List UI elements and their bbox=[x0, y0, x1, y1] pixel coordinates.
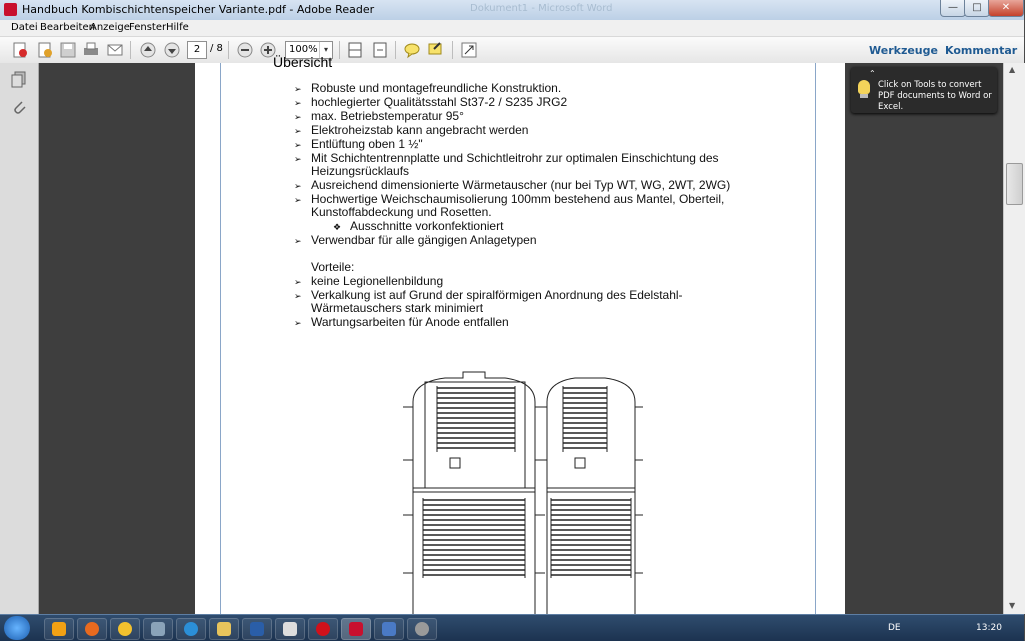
full-screen-icon[interactable] bbox=[459, 40, 479, 60]
page-number-input[interactable]: 2 bbox=[187, 41, 207, 59]
document-line: Mit Schichtentrennplatte und Schichtleitrohr zur optimalen Einschichtung des bbox=[311, 151, 719, 165]
adobe-reader-icon[interactable] bbox=[341, 618, 371, 640]
document-line: Heizungsrücklaufs bbox=[311, 164, 410, 178]
adobe-reader-app-icon bbox=[4, 3, 17, 16]
maximize-button[interactable]: □ bbox=[964, 0, 990, 17]
pdf-page bbox=[195, 54, 845, 614]
bullet-icon: ➢ bbox=[294, 319, 302, 329]
tools-pane-button[interactable]: Werkzeuge bbox=[869, 44, 938, 57]
bullet-icon: ➢ bbox=[294, 292, 302, 302]
scroll-down-icon[interactable]: ▼ bbox=[1009, 601, 1016, 610]
fit-width-icon[interactable] bbox=[370, 40, 390, 60]
comment-icon[interactable] bbox=[402, 40, 422, 60]
bullet-icon: ➢ bbox=[294, 127, 302, 137]
document-line: Vorteile: bbox=[311, 260, 355, 274]
print-icon[interactable] bbox=[81, 40, 101, 60]
bullet-icon: ➢ bbox=[294, 113, 302, 123]
media-player-icon[interactable] bbox=[44, 618, 74, 640]
word-icon[interactable] bbox=[242, 618, 272, 640]
bullet-icon: ➢ bbox=[294, 141, 302, 151]
document-line: Elektroheizstab kann angebracht werden bbox=[311, 123, 529, 137]
document-line: Hochwertige Weichschaumisolierung 100mm bestehend aus Mantel, Oberteil, bbox=[311, 192, 725, 206]
save-icon[interactable] bbox=[58, 40, 78, 60]
bullet-icon: ➢ bbox=[294, 196, 302, 206]
bullet-icon: ➢ bbox=[294, 99, 302, 109]
menu-anzeige[interactable]: Anzeige bbox=[90, 22, 130, 33]
chevron-down-icon[interactable]: ▾ bbox=[319, 42, 332, 58]
scroll-up-icon[interactable]: ▲ bbox=[1009, 65, 1016, 74]
zoom-value: 100% bbox=[289, 44, 318, 55]
create-pdf-icon[interactable] bbox=[10, 40, 30, 60]
document-line: keine Legionellenbildung bbox=[311, 274, 444, 288]
internet-explorer-icon[interactable] bbox=[176, 618, 206, 640]
page-up-icon[interactable] bbox=[138, 40, 158, 60]
window-title: Handbuch Kombischichtenspeicher Variante.pdf - Adobe Reader bbox=[22, 3, 375, 16]
document-viewport[interactable] bbox=[39, 54, 1003, 614]
menu-hilfe[interactable]: Hilfe bbox=[166, 22, 189, 33]
close-button[interactable]: ✕ bbox=[988, 0, 1024, 17]
highlight-icon[interactable] bbox=[425, 40, 445, 60]
bullet-icon: ➢ bbox=[294, 182, 302, 192]
document-line: Kunstoffabdeckung und Rosetten. bbox=[311, 205, 492, 219]
bullet-icon: ➢ bbox=[294, 237, 302, 247]
document-line: Entlüftung oben 1 ½" bbox=[311, 137, 423, 151]
bullet-icon: ➢ bbox=[294, 155, 302, 165]
document-line: Ausreichend dimensionierte Wärmetauscher (nur bei Typ WT, WG, 2WT, 2WG) bbox=[311, 178, 731, 192]
document-line: max. Betriebstemperatur 95° bbox=[311, 109, 464, 123]
document-line: Verwendbar für alle gängigen Anlagetypen bbox=[311, 233, 537, 247]
bullet-icon: ➢ bbox=[294, 85, 302, 95]
page-down-icon[interactable] bbox=[162, 40, 182, 60]
firefox-icon[interactable] bbox=[77, 618, 107, 640]
sub-bullet-icon: ❖ bbox=[333, 223, 342, 233]
title-bar bbox=[0, 0, 1024, 21]
document-line: Wartungsarbeiten für Anode entfallen bbox=[311, 315, 509, 329]
section-heading: Übersicht bbox=[273, 54, 333, 70]
fit-page-icon[interactable] bbox=[345, 40, 365, 60]
zoom-out-icon[interactable] bbox=[235, 40, 255, 60]
menu-fenster[interactable]: Fenster bbox=[129, 22, 167, 33]
bullet-icon: ➢ bbox=[294, 278, 302, 288]
document-line: Verkalkung ist auf Grund der spiralförmigen Anordnung des Edelstahl- bbox=[311, 288, 683, 302]
document-line: Robuste und montagefreundliche Konstruktion. bbox=[311, 81, 562, 95]
menu-datei[interactable]: Datei bbox=[11, 22, 38, 33]
attachments-icon[interactable] bbox=[11, 99, 27, 115]
document-line: Ausschnitte vorkonfektioniert bbox=[350, 219, 504, 233]
clock[interactable]: 13:20 bbox=[976, 623, 1002, 633]
document-line: Wärmetauschers stark minimiert bbox=[311, 301, 484, 315]
language-indicator[interactable]: DE bbox=[888, 623, 901, 633]
storage-tank-drawing bbox=[395, 368, 645, 614]
settings-icon[interactable] bbox=[407, 618, 437, 640]
opera-icon[interactable] bbox=[308, 618, 338, 640]
calculator-icon[interactable] bbox=[143, 618, 173, 640]
navigation-pane bbox=[0, 63, 39, 614]
start-button[interactable] bbox=[4, 616, 30, 640]
menu-bar bbox=[0, 20, 1024, 37]
minimize-button[interactable]: — bbox=[940, 0, 966, 17]
file-explorer-icon[interactable] bbox=[209, 618, 239, 640]
word-document-icon[interactable] bbox=[374, 618, 404, 640]
scroll-thumb[interactable] bbox=[1006, 163, 1023, 205]
menu-bearbeiten[interactable]: Bearbeiten bbox=[40, 22, 95, 33]
caret-up-icon: ⌃ bbox=[869, 69, 876, 78]
tools-tooltip[interactable] bbox=[851, 67, 997, 113]
lightbulb-icon bbox=[858, 80, 870, 94]
document-line: hochlegierter Qualitätsstahl St37-2 / S235 JRG2 bbox=[311, 95, 568, 109]
comment-pane-button[interactable]: Kommentar bbox=[945, 44, 1018, 57]
background-window-title: Dokument1 - Microsoft Word bbox=[470, 3, 613, 14]
chrome-icon[interactable] bbox=[110, 618, 140, 640]
vertical-scrollbar[interactable] bbox=[1003, 63, 1025, 614]
page-total: / 8 bbox=[210, 43, 223, 54]
taskbar bbox=[0, 614, 1024, 641]
notepad-icon[interactable] bbox=[275, 618, 305, 640]
edit-icon[interactable] bbox=[35, 40, 55, 60]
page-thumbnails-icon[interactable] bbox=[11, 71, 27, 87]
email-icon[interactable] bbox=[105, 40, 125, 60]
tooltip-text: Click on Tools to convert PDF documents to Word or Excel. bbox=[878, 80, 992, 112]
